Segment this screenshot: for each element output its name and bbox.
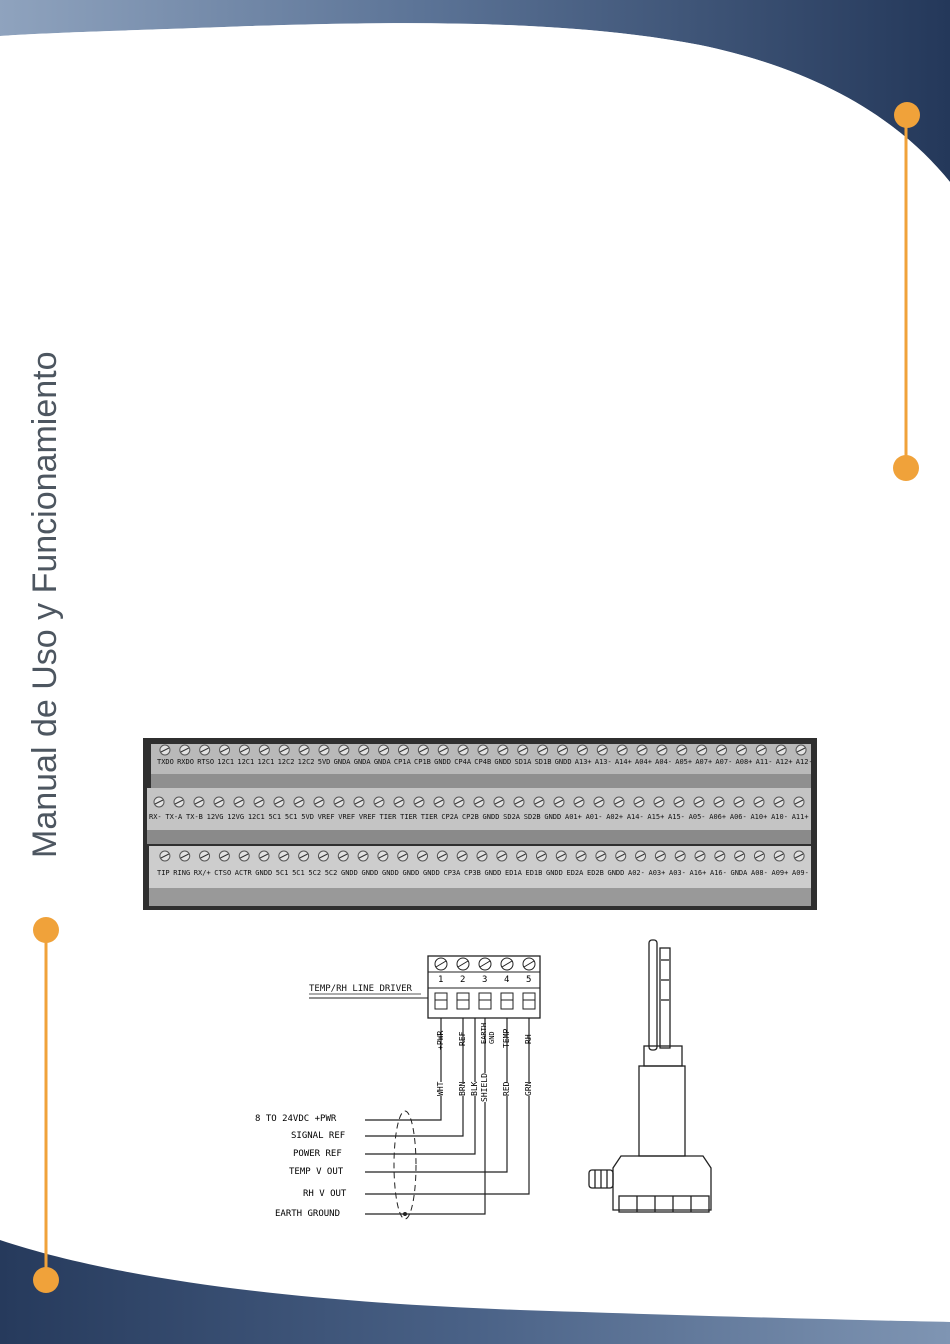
terminal-number: 5 xyxy=(526,975,532,985)
terminal-number: 2 xyxy=(460,975,466,985)
terminal-label: CP1A xyxy=(393,758,411,766)
terminal-label: TX-A xyxy=(165,813,183,821)
terminal-label: ED2B xyxy=(586,869,604,877)
terminal-label: GNDD xyxy=(402,869,420,877)
terminal-label: GNDA xyxy=(333,758,351,766)
connection-label: RH V OUT xyxy=(303,1189,347,1199)
terminal-label: 12C2 xyxy=(277,758,295,766)
terminal-label: RTSO xyxy=(197,758,215,766)
terminal-label: A03- xyxy=(668,869,686,877)
terminal-label: A01+ xyxy=(564,813,582,821)
connection-label: POWER REF xyxy=(293,1149,342,1159)
terminal-label: 12C2 xyxy=(297,758,315,766)
terminal-label: GNDD xyxy=(422,869,440,877)
terminal-label: GNDD xyxy=(482,813,500,821)
terminal-label: SD2A xyxy=(503,813,521,821)
terminal-label: A02+ xyxy=(606,813,624,821)
terminal-row-3-labels xyxy=(157,869,809,881)
terminal-label: ED1B xyxy=(525,869,543,877)
wiring-diagram xyxy=(233,920,731,1238)
terminal-label: GNDD xyxy=(554,758,572,766)
right-orange-accent xyxy=(888,96,928,488)
terminal-label: A15+ xyxy=(647,813,665,821)
terminal-label: 5C2 xyxy=(308,869,322,877)
terminal-label: 5C1 xyxy=(284,813,298,821)
wire-color-label: GRN xyxy=(524,1081,533,1096)
terminal-label: A15- xyxy=(668,813,685,821)
terminal-label: GNDD xyxy=(607,869,625,877)
terminal-label: A05+ xyxy=(675,758,693,766)
footer-wave-decoration xyxy=(0,1230,950,1344)
terminal-label: A06- xyxy=(729,813,747,821)
terminal-label: 5C1 xyxy=(292,869,305,877)
terminal-label: A03+ xyxy=(648,869,666,877)
terminal-label: CP4A xyxy=(454,758,472,766)
terminal-label: 5VD xyxy=(301,813,314,821)
terminal-label: A11+ xyxy=(791,813,809,821)
connection-label: TEMP V OUT xyxy=(289,1167,344,1177)
terminal-row-1-labels xyxy=(157,758,813,770)
terminal-label: SD1B xyxy=(534,758,552,766)
terminal-label: ED1A xyxy=(504,869,522,877)
terminal-label: CP3A xyxy=(443,869,461,877)
terminal-signal-label: EARTH GND xyxy=(480,1022,496,1044)
wire-color-label: WHT xyxy=(436,1081,445,1096)
terminal-label: CP3B xyxy=(463,869,481,877)
terminal-label: SD1A xyxy=(514,758,532,766)
terminal-label: TXDO xyxy=(157,758,174,766)
terminal-label: 12C1 xyxy=(237,758,255,766)
terminal-label: GNDD xyxy=(361,869,379,877)
terminal-label: ED2A xyxy=(566,869,584,877)
terminal-label: RXDO xyxy=(177,758,194,766)
wire-color-label: SHIELD xyxy=(480,1073,489,1102)
terminal-label: VREF xyxy=(338,813,356,821)
terminal-signal-label: REF xyxy=(458,1031,467,1046)
terminal-label: GNDD xyxy=(544,813,562,821)
wire-color-label: BRN xyxy=(458,1081,467,1096)
line-driver-label: TEMP/RH LINE DRIVER xyxy=(309,984,412,994)
terminal-signal-label: RH xyxy=(524,1034,533,1044)
terminal-label: A11- xyxy=(755,758,773,766)
wire-color-label: RED xyxy=(502,1081,511,1096)
terminal-label: GNDD xyxy=(494,758,512,766)
terminal-label: A16+ xyxy=(689,869,707,877)
terminal-label: GNDD xyxy=(545,869,563,877)
terminal-label: 5VD xyxy=(317,758,331,766)
terminal-label: TX-B xyxy=(186,813,203,821)
terminal-label: A13+ xyxy=(574,758,592,766)
terminal-label: GNDD xyxy=(340,869,358,877)
terminal-number: 4 xyxy=(504,975,510,985)
terminal-label: A08- xyxy=(750,869,768,877)
terminal-row-2-labels xyxy=(149,813,809,825)
terminal-label: 5C2 xyxy=(324,869,338,877)
terminal-label: A08+ xyxy=(735,758,753,766)
terminal-label: CP2B xyxy=(461,813,479,821)
terminal-label: VREF xyxy=(358,813,376,821)
terminal-label: 12C1 xyxy=(217,758,235,766)
terminal-label: RX/+ xyxy=(193,869,211,877)
terminal-label: CP2A xyxy=(441,813,459,821)
document-title: Manual de Uso y Funcionamiento xyxy=(26,351,64,858)
terminal-label: 12C1 xyxy=(247,813,265,821)
connection-label: SIGNAL REF xyxy=(291,1131,346,1141)
left-orange-accent xyxy=(26,912,66,1302)
terminal-label: A12+ xyxy=(775,758,793,766)
terminal-block-photo xyxy=(143,738,817,910)
terminal-label: A14- xyxy=(626,813,644,821)
terminal-label: A06+ xyxy=(709,813,727,821)
terminal-label: GNDD xyxy=(381,869,399,877)
terminal-label: A12- xyxy=(795,758,813,766)
terminal-label: A13- xyxy=(594,758,612,766)
terminal-label: 12VG xyxy=(206,813,224,821)
terminal-signal-label: TEMP xyxy=(502,1028,511,1048)
terminal-label: A07- xyxy=(715,758,733,766)
terminal-label: 5C1 xyxy=(275,869,289,877)
terminal-label: RING xyxy=(173,869,191,877)
terminal-label: 12VG xyxy=(227,813,245,821)
terminal-label: GNDD xyxy=(434,758,451,766)
terminal-label: CTSO xyxy=(214,869,232,877)
terminal-label: A14+ xyxy=(614,758,632,766)
terminal-label: TIP xyxy=(157,869,170,877)
terminal-label: A05- xyxy=(688,813,706,821)
terminal-label: A09+ xyxy=(771,869,789,877)
terminal-label: 12C1 xyxy=(257,758,275,766)
connection-label: EARTH GROUND xyxy=(275,1209,341,1219)
terminal-label: GNDA xyxy=(353,758,371,766)
terminal-label: A02- xyxy=(627,869,645,877)
terminal-label: A10- xyxy=(771,813,788,821)
terminal-label: GNDA xyxy=(730,869,748,877)
terminal-label: GNDD xyxy=(484,869,502,877)
terminal-label: GNDD xyxy=(255,869,273,877)
terminal-label: RX- xyxy=(149,813,162,821)
terminal-label: A04- xyxy=(655,758,672,766)
terminal-label: CP4B xyxy=(474,758,492,766)
header-wave-decoration xyxy=(0,0,950,200)
terminal-label: TIER xyxy=(420,813,438,821)
terminal-label: SD2B xyxy=(523,813,541,821)
terminal-label: CP1B xyxy=(414,758,431,766)
terminal-number: 3 xyxy=(482,975,488,985)
wire-color-label: BLK xyxy=(470,1081,479,1096)
terminal-label: A16- xyxy=(709,869,727,877)
terminal-label: VREF xyxy=(317,813,335,821)
terminal-label: GNDA xyxy=(373,758,391,766)
terminal-label: A01- xyxy=(585,813,603,821)
terminal-label: TIER xyxy=(379,813,397,821)
terminal-label: A07+ xyxy=(695,758,713,766)
terminal-label: 5C1 xyxy=(268,813,282,821)
terminal-label: A04+ xyxy=(635,758,652,766)
connection-label: 8 TO 24VDC +PWR xyxy=(255,1114,337,1124)
terminal-label: A10+ xyxy=(750,813,768,821)
terminal-number: 1 xyxy=(438,975,444,985)
terminal-label: A09- xyxy=(791,869,809,877)
terminal-signal-label: +PWR xyxy=(436,1030,445,1050)
terminal-label: ACTR xyxy=(234,869,252,877)
terminal-label: TIER xyxy=(400,813,417,821)
